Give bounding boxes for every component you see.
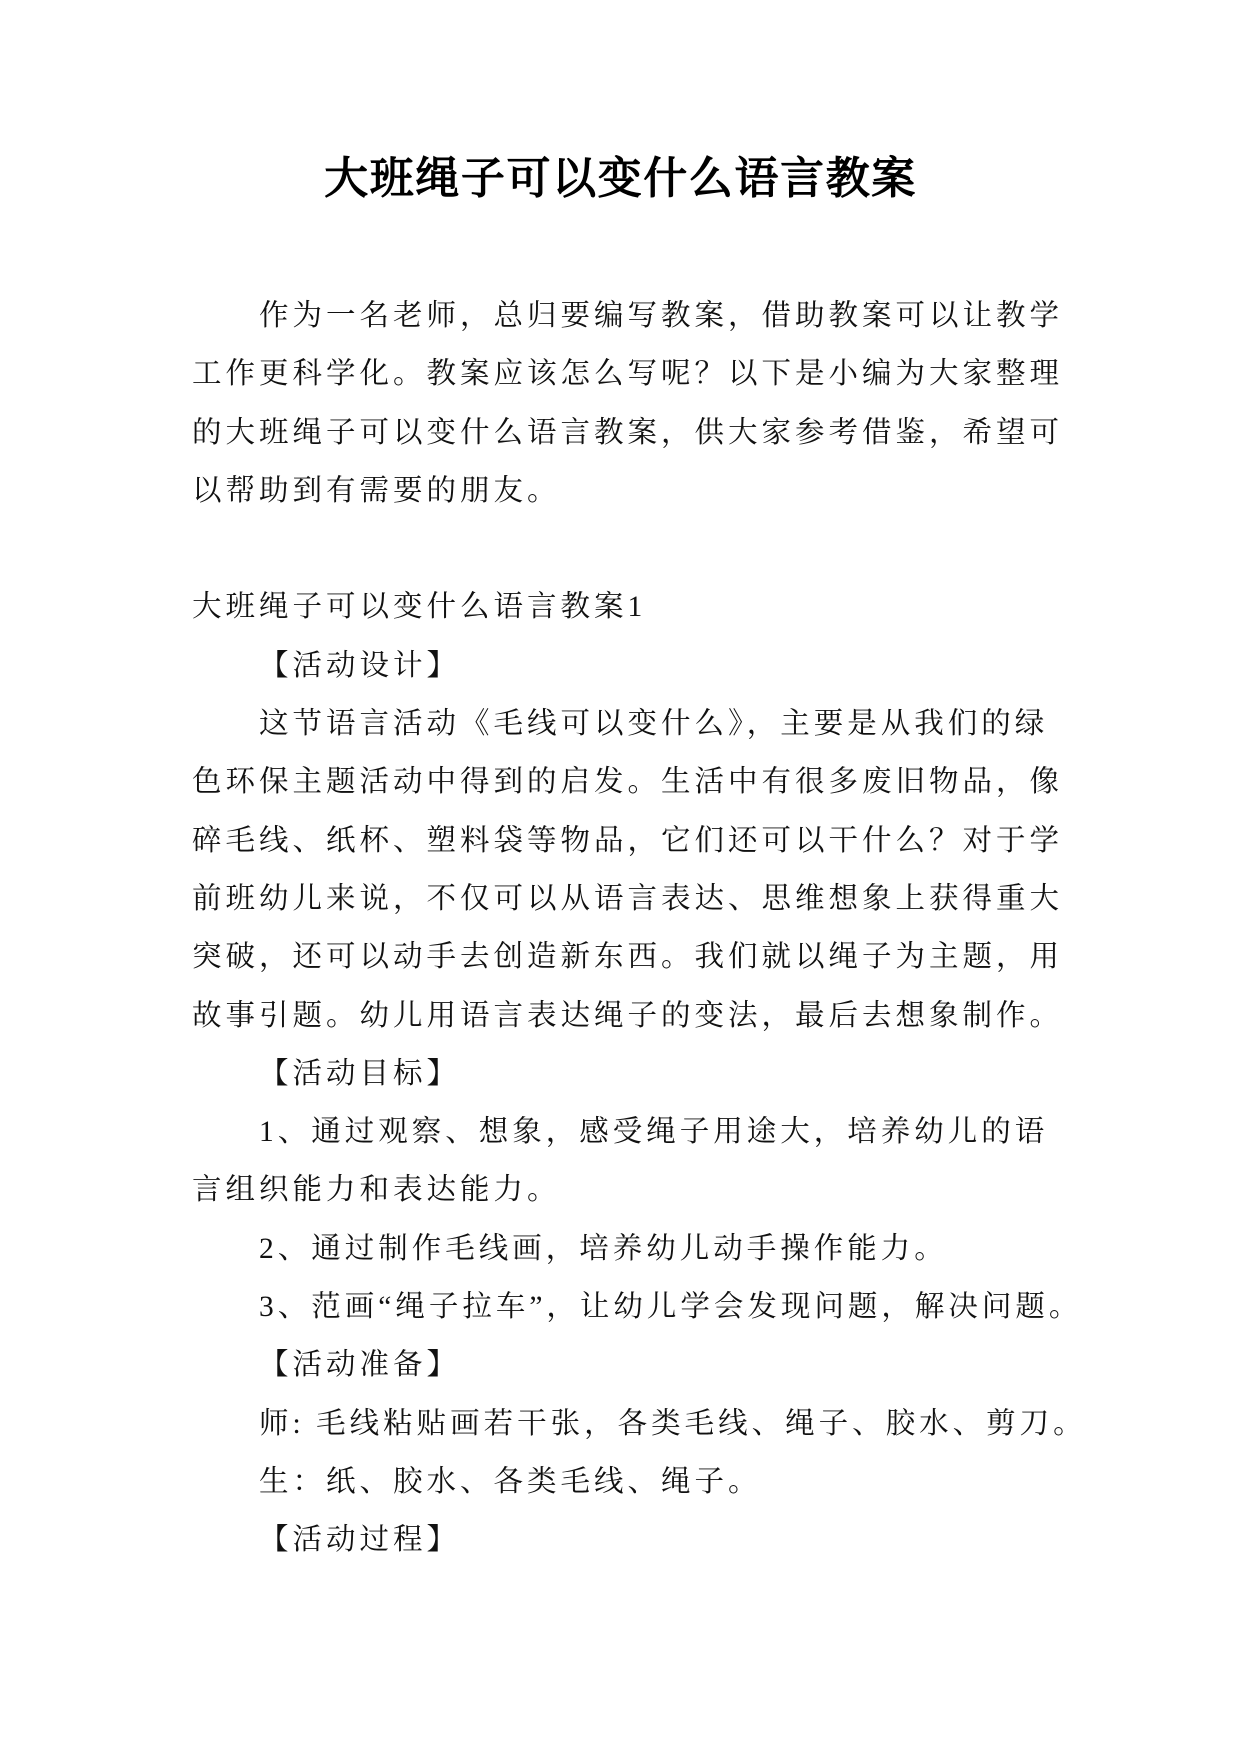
goal-item-2: 2、通过制作毛线画，培养幼儿动手操作能力。 [259,1232,948,1265]
preparation-teacher: 师: 毛线粘贴画若干张，各类毛线、绳子、胶水、剪刀。 [259,1407,1087,1440]
goal-item-3: 3、范画“绳子拉车”，让幼儿学会发现问题，解决问题。 [259,1291,1083,1324]
preparation-heading: 【活动准备】 [259,1349,461,1382]
goal-item-1: 1、通过观察、想象，感受绳子用途大，培养幼儿的语 [259,1116,1049,1149]
design-line: 故事引题。幼儿用语言表达绳子的变法，最后去想象制作。 [192,999,1064,1032]
intro-line: 工作更科学化。教案应该怎么写呢？以下是小编为大家整理 [192,358,1064,391]
process-heading: 【活动过程】 [259,1524,461,1557]
design-line: 色环保主题活动中得到的启发。生活中有很多废旧物品，像 [192,766,1064,799]
goal-item-1-continued: 言组织能力和表达能力。 [192,1174,561,1207]
design-heading: 【活动设计】 [259,649,461,682]
document-body [192,287,1092,1570]
page-title: 大班绳子可以变什么语言教案 [324,154,917,203]
blank-line [192,520,1092,578]
design-line: 前班幼儿来说，不仅可以从语言表达、思维想象上获得重大 [192,882,1064,915]
goals-heading: 【活动目标】 [259,1057,461,1090]
section-heading: 大班绳子可以变什么语言教案1 [192,591,647,624]
design-line: 碎毛线、纸杯、塑料袋等物品，它们还可以干什么？对于学 [192,824,1064,857]
preparation-students: 生：纸、胶水、各类毛线、绳子。 [259,1465,762,1498]
design-line: 突破，还可以动手去创造新东西。我们就以绳子为主题，用 [192,941,1064,974]
design-line: 这节语言活动《毛线可以变什么》，主要是从我们的绿 [259,708,1049,741]
intro-line: 以帮助到有需要的朋友。 [192,474,561,507]
intro-line: 的大班绳子可以变什么语言教案，供大家参考借鉴，希望可 [192,416,1064,449]
intro-line: 作为一名老师，总归要编写教案，借助教案可以让教学 [259,300,1064,332]
